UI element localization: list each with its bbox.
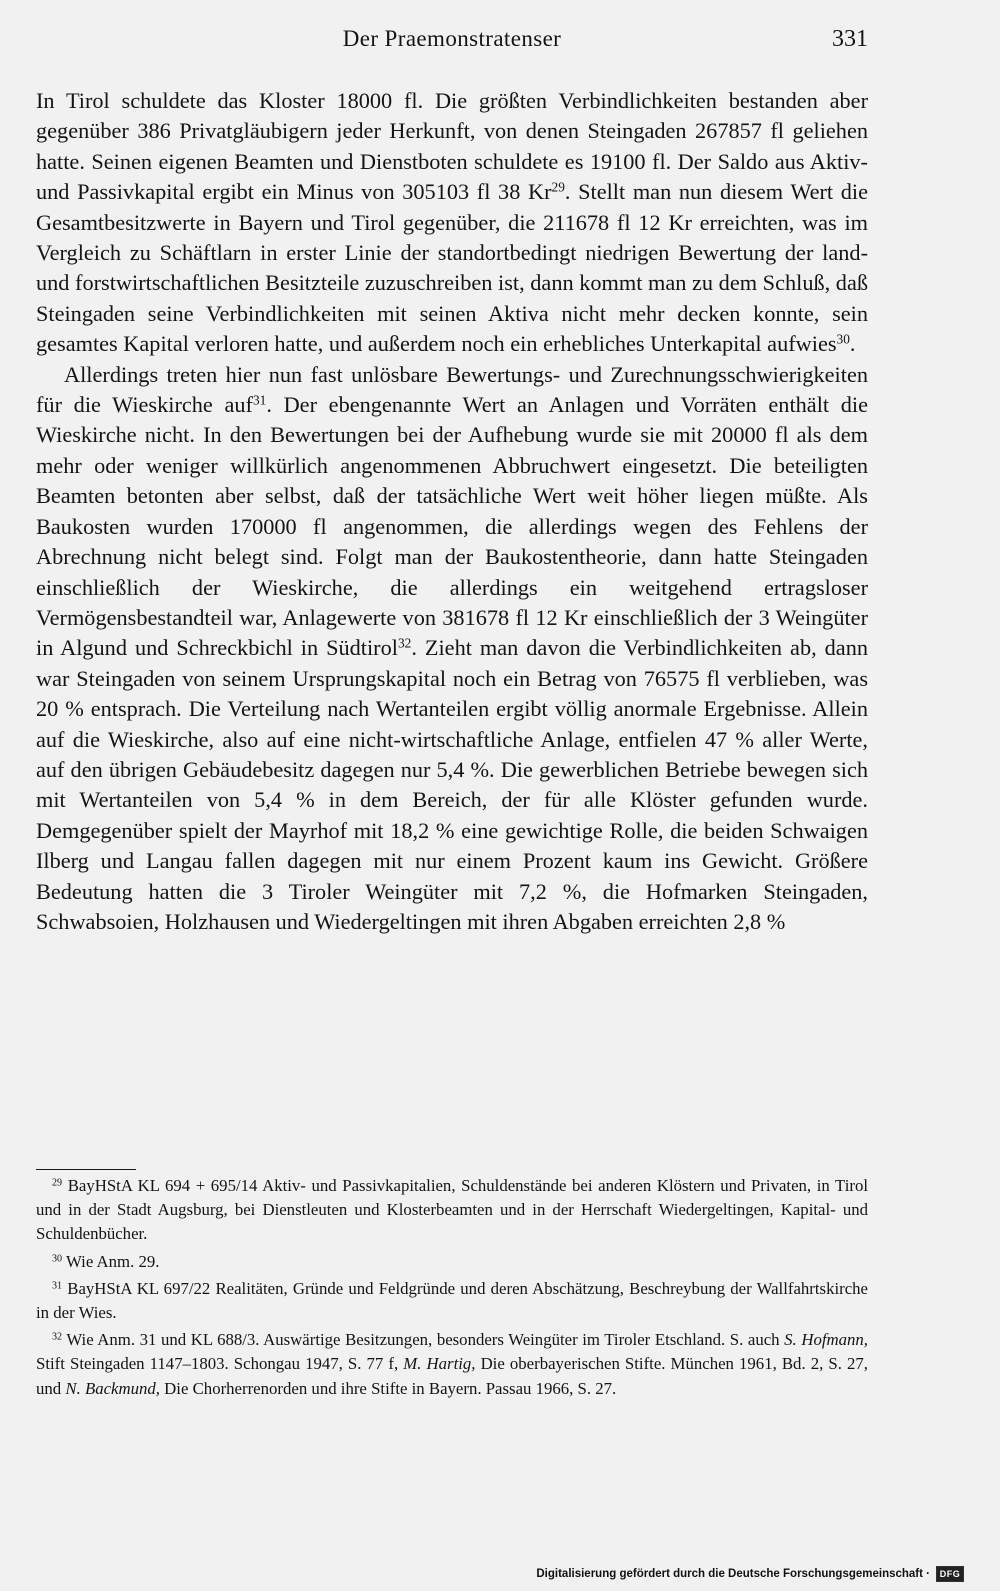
footnote-number: 30 (52, 1253, 63, 1265)
running-head (36, 26, 868, 66)
author-name: N. Backmund, (65, 1378, 160, 1398)
paragraph-1-text-a: In Tirol schuldete das Kloster 18000 fl. Die größten Verbindlichkeiten bestanden aber gegenüber 386 Privatgläubigern jeder Herkunft, von denen Steingaden 267857 fl geliehen hatte. Seinen eigenen Beamten und Dienstboten schuldete es 19100 fl. Der Saldo aus Aktiv- und Passivkapital ergibt ein Minus von 305103 fl 38 Kr (36, 88, 868, 205)
digitization-credit (536, 1565, 964, 1583)
dfg-logo: DFG (936, 1566, 964, 1582)
paragraph-2 (36, 360, 868, 938)
footnote-30 (36, 1250, 868, 1274)
body-text (36, 86, 868, 937)
paragraph-1 (36, 86, 868, 360)
footnote-text: Die Chorherrenorden und ihre Stifte in Bayern. Passau 1966, S. 27. (159, 1378, 617, 1398)
footnote-text: BayHStA KL 697/22 Realitäten, Gründe und Feldgründe und deren Abschätzung, Beschreybung der Wallfahrtskirche in der Wies. (36, 1278, 868, 1323)
footnote-text: Die oberbayerischen Stifte. München 1961, Bd. 2, S. 27, und (36, 1354, 868, 1398)
page-number: 331 (832, 26, 868, 52)
footnote-number: 32 (52, 1331, 63, 1343)
footnote-number: 29 (52, 1177, 63, 1189)
footnote-31 (36, 1277, 868, 1325)
footnote-ref-31: 31 (252, 392, 267, 408)
author-name: S. Hofmann, (784, 1330, 868, 1350)
paragraph-1-text-c: . (849, 331, 856, 357)
footnote-text: Stift Steingaden 1147–1803. Schongau 1947, S. 77 f, (36, 1354, 404, 1374)
paragraph-2-text-b: . Der ebengenannte Wert an Anlagen und Vorräten enthält die Wieskirche nicht. In den Bewertungen bei der Aufhebung wurde sie mit 20000 fl als dem mehr oder weniger willkürlich angenommenen Abbruchwert eingesetzt. Die beteiligten Beamten betonten aber selbst, daß der tatsächliche Wert weit höher liegen müßte. Als Baukosten wurden 170000 fl angenommen, die allerdings wegen des Fehlens der Abrechnung nicht belegt sind. Folgt man der Baukostentheorie, dann hatte Steingaden einschließlich der Wieskirche, die allerdings ein weitgehend ertragsloser Vermögensbestandteil war, Anlagewerte von 381678 fl 12 Kr einschließlich der 3 Weingüter in Algund und Schreckbichl in Südtirol (36, 392, 868, 661)
footnote-divider (36, 1169, 136, 1170)
footnote-ref-29: 29 (551, 179, 565, 195)
footnote-ref-30: 30 (836, 331, 850, 347)
footnote-ref-32: 32 (397, 635, 412, 651)
paragraph-2-text-a: Allerdings treten hier nun fast unlösbare Bewertungs- und Zurechnungsschwierigkeiten für die Wieskirche auf (36, 361, 868, 418)
running-title: Der Praemonstratenser (342, 26, 562, 51)
footnote-29 (36, 1174, 868, 1247)
paragraph-2-text-c: . Zieht man davon die Verbindlichkeiten ab, dann war Steingaden von seinem Ursprungskapital noch ein Betrag von 76575 fl verblieben, was 20 % entsprach. Die Verteilung nach Wertanteilen ergibt völlig anormale Ergebnisse. Allein auf die Wieskirche, also auf eine nicht-wirtschaftliche Anlage, entfielen 47 % aller Werte, auf den übrigen Gebäudebesitz dagegen nur 5,4 %. Die gewerblichen Betriebe bewegen sich mit Wertanteilen von 5,4 % in dem Bereich, der für alle Klöster gefunden wurde. Demgegenüber spielt der Mayrhof mit 18,2 % eine gewichtige Rolle, die beiden Schwaigen Ilberg und Langau fallen dagegen mit nur einem Prozent kaum ins Gewicht. Größere Bedeutung hatten die 3 Tiroler Weingüter mit 7,2 %, die Hofmarken Steingaden, Schwabsoien, Holzhausen und Wiedergeltingen mit ihren Abgaben erreichten 2,8 % (36, 635, 868, 934)
footnote-text: Wie Anm. 29. (65, 1251, 160, 1271)
footnote-text: BayHStA KL 694 + 695/14 Aktiv- und Passivkapitalien, Schuldenstände bei anderen Klöstern und Privaten, in Tirol und in der Stadt Augsburg, bei Dienstleuten und Klosterbeamten und in der Herrschaft Wiedergeltingen, Kapital- und Schuldenbücher. (36, 1176, 869, 1244)
footnote-32 (36, 1328, 868, 1401)
credit-text: Digitalisierung gefördert durch die Deutsche Forschungsgemeinschaft · (536, 1568, 930, 1580)
footnotes (36, 1174, 868, 1404)
author-name: M. Hartig, (403, 1354, 476, 1374)
footnote-text: Wie Anm. 31 und KL 688/3. Auswärtige Besitzungen, besonders Weingüter im Tiroler Etschland. S. auch (66, 1330, 785, 1350)
footnote-number: 31 (52, 1280, 63, 1292)
paragraph-1-text-b: . Stellt man nun diesem Wert die Gesamtbesitzwerte in Bayern und Tirol gegenüber, die 211678 fl 12 Kr erreichten, was im Vergleich zu Schäftlarn in erster Linie der standortbedingt niedrigen Bewertung der land- und forstwirtschaftlichen Besitzteile zuzuschreiben ist, dann kommt man zu dem Schluß, daß Steingaden seine Verbindlichkeiten mit seinen Aktiva nicht mehr decken konnte, sein gesamtes Kapital verloren hatte, und außerdem noch ein erhebliches Unterkapital aufwies (36, 179, 869, 357)
